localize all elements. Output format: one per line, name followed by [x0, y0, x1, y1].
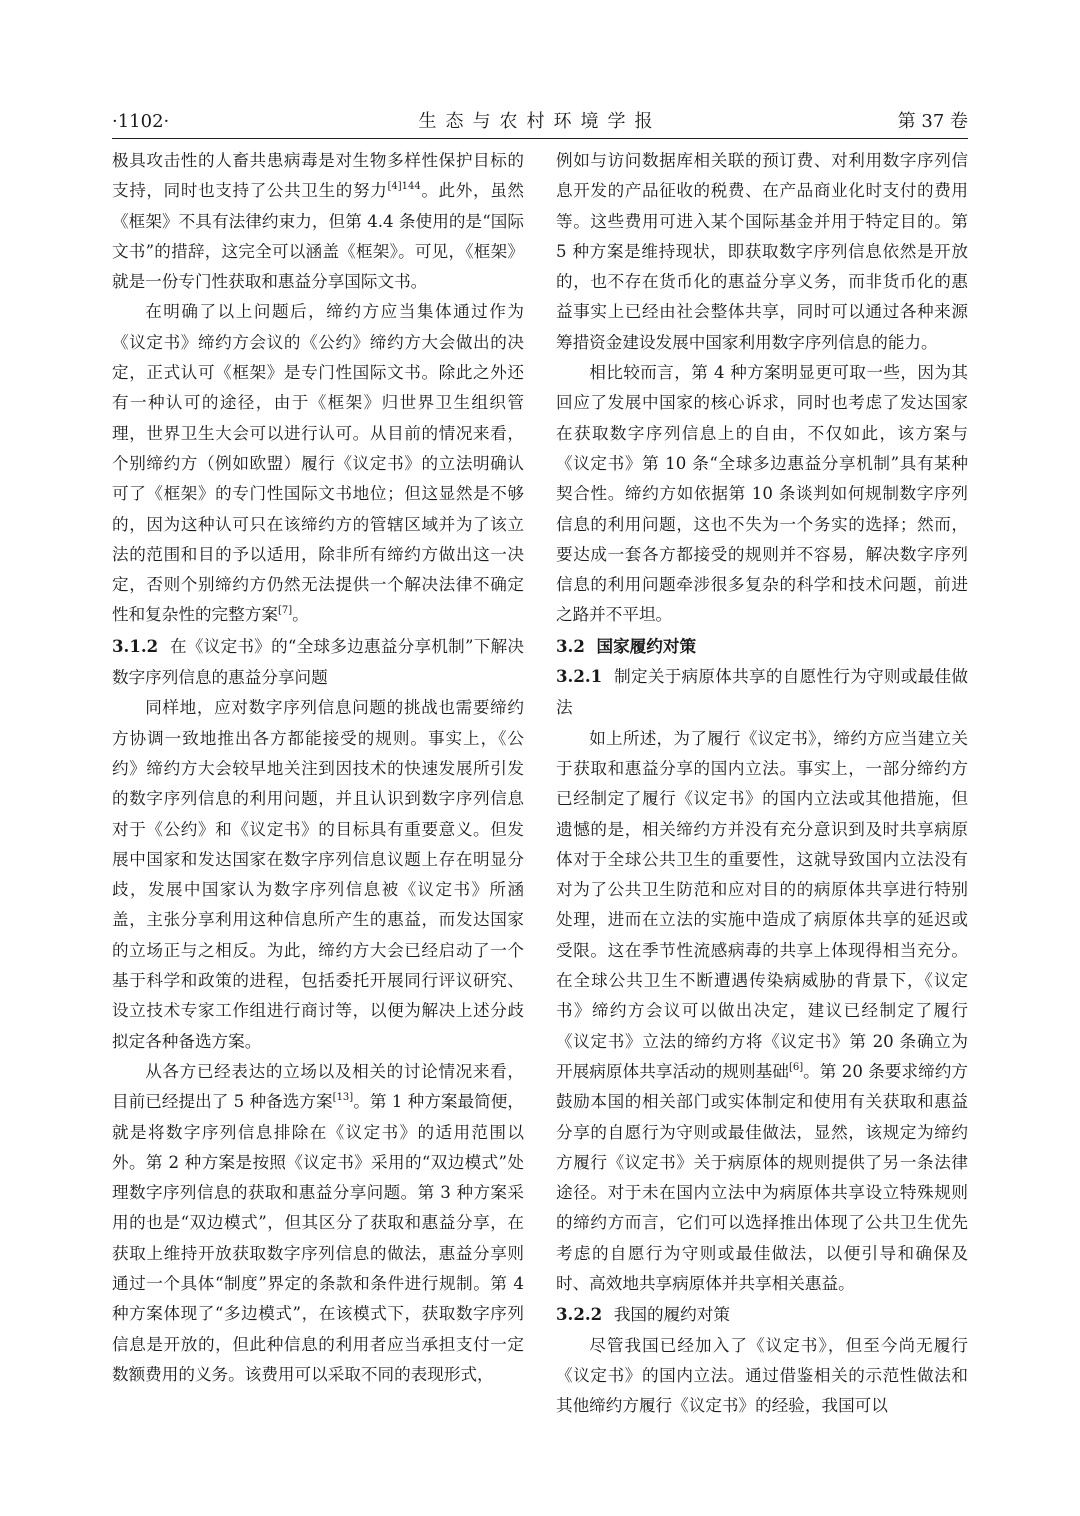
heading-title: 制定关于病原体共享的自愿性行为守则或最佳做法: [556, 667, 968, 718]
paragraph-text: 如上所述，为了履行《议定书》，缔约方应当建立关于获取和惠益分享的国内立法。事实上，一部分缔约方已经制定了履行《议定书》的国内立法或其他措施，但遗憾的是，相关缔约方并没有充分意识到及时共享病原体对于全球公共卫生的重要性，这就导致国内立法没有对为了公共卫生防范和应对目的的病原体共享进行特别处理，进而在立法的实施中造成了病原体共享的延迟或受限。这在季节性流感病毒的共享上体现得相当充分。在全球公共卫生不断遭遇传染病威胁的背景下，《议定书》缔约方会议可以做出决定，建议已经制定了履行《议定书》立法的缔约方将《议定书》第 20 条确立为开展病原体共享活动的规则基础: [556, 728, 968, 1081]
citation: [4]144: [387, 181, 421, 193]
paragraph: [112, 297, 524, 630]
paragraph: 相比较而言，第 4 种方案明显更可取一些，因为其回应了发展中国家的核心诉求，同时也考虑了发达国家在获取数字序列信息上的自由，不仅如此，该方案与《议定书》第 10 条“全球多边惠益分享机制”具有某种契合性。缔约方如依据第 10 条谈判如何规制数字序列信息的利用问题，这也不失为一个务实的选择；然而，要达成一套各方都接受的规则并不容易，解决数字序列信息的利用问题牵涉很多复杂的科学和技术问题，前进之路并不平坦。: [556, 363, 968, 625]
right-column: [556, 146, 968, 1416]
paragraph: 尽管我国已经加入了《议定书》，但至今尚无履行《议定书》的国内立法。通过借鉴相关的示范性做法和其他缔约方履行《议定书》的经验，我国可以: [556, 1335, 968, 1416]
heading-number: 3.2.2: [556, 1304, 603, 1325]
left-column: [112, 146, 524, 1416]
paragraph: [556, 724, 968, 1300]
section-heading: [556, 631, 968, 661]
paragraph: 同样地，应对数字序列信息问题的挑战也需要缔约方协调一致地推出各方都能接受的规则。事实上，《公约》缔约方大会较早地关注到因技术的快速发展所引发的数字序列信息的利用问题，并且认识到数字序列信息对于《公约》和《议定书》的目标具有重要意义。但发展中国家和发达国家在数字序列信息议题上存在明显分歧，发展中国家认为数字序列信息被《议定书》所涵盖，主张分享利用这种信息所产生的惠益，而发达国家的立场正与之相反。为此，缔约方大会已经启动了一个基于科学和政策的进程，包括委托开展同行评议研究、设立技术专家工作组进行商讨等，以便为解决上述分歧拟定各种备选方案。: [112, 698, 524, 1051]
citation: [6]: [788, 1061, 804, 1073]
running-header: [112, 108, 968, 136]
heading-number: 3.1.2: [112, 635, 159, 656]
subsection-heading: [112, 631, 524, 694]
volume-label: 第 37 卷: [897, 111, 968, 132]
subsection-heading: [556, 661, 968, 724]
paragraph-text: 在明确了以上问题后，缔约方应当集体通过作为《议定书》缔约方会议的《公约》缔约方大会做出的决定，正式认可《框架》是专门性国际文书。除此之外还有一种认可的途径，由于《框架》归世界卫生组织管理，世界卫生大会可以进行认可。从目前的情况来看，个别缔约方（例如欧盟）履行《议定书》的立法明确认可了《框架》的专门性国际文书地位；但这显然是不够的，因为这种认可只在该缔约方的管辖区域并为了该立法的范围和目的予以适用，除非所有缔约方做出这一决定，否则个别缔约方仍然无法提供一个解决法律不确定性和复杂性的完整方案: [112, 302, 524, 625]
paragraph-text: 。第 20 条要求缔约方鼓励本国的相关部门或实体制定和使用有关获取和惠益分享的自愿行为守则或最佳做法，显然，该规定为缔约方履行《议定书》关于病原体的规则提供了另一条法律途径。对于未在国内立法中为病原体共享设立特殊规则的缔约方而言，它们可以选择推出体现了公共卫生优先考虑的自愿行为守则或最佳做法，以便引导和确保及时、高效地共享病原体并共享相关惠益。: [556, 1061, 968, 1293]
subsection-heading: [556, 1299, 968, 1330]
paragraph-text: 极具攻击性的人畜共患病毒是对生物多样性保护目标的支持，同时也支持了公共卫生的努力: [112, 151, 524, 201]
heading-number: 3.2: [556, 635, 585, 656]
header-rule: [112, 138, 968, 139]
page-number: ·1102·: [112, 111, 170, 132]
paragraph-text: 。此外，虽然《框架》不具有法律约束力，但第 4.4 条使用的是“国际文书”的措辞，这完全可以涵盖《框架》。可见，《框架》就是一份专门性获取和惠益分享国际文书。: [112, 181, 524, 292]
paragraph-text: 从各方已经表达的立场以及相关的讨论情况来看，目前已经提出了 5 种备选方案: [112, 1061, 524, 1112]
journal-title: 生态与农村环境学报: [418, 111, 662, 132]
citation: [7]: [277, 605, 293, 617]
heading-title: 国家履约对策: [596, 635, 697, 656]
citation: [13]: [332, 1092, 354, 1104]
paragraph-text: 。: [292, 605, 309, 625]
heading-title: 我国的履约对策: [613, 1305, 730, 1325]
heading-number: 3.2.1: [556, 666, 603, 687]
paragraph: [112, 146, 524, 297]
paragraph-text: 。第 1 种方案最简便，就是将数字序列信息排除在《议定书》的适用范围以外。第 2 种方案是按照《议定书》采用的“双边模式”处理数字序列信息的获取和惠益分享问题。第 3 种方案采用的也是“双边模式”，但其区分了获取和惠益分享，在获取上维持开放获取数字序列信息的做法，惠益分享则通过一个具体“制度”界定的条款和条件进行规制。第 4 种方案体现了“多边模式”，在该模式下，获取数字序列信息是开放的，但此种信息的利用者应当承担支付一定数额费用的义务。该费用可以采取不同的表现形式，: [112, 1092, 524, 1384]
paragraph: [112, 1057, 524, 1390]
heading-title: 在《议定书》的“全球多边惠益分享机制”下解决数字序列信息的惠益分享问题: [112, 636, 524, 688]
paragraph: 例如与访问数据库相关联的预订费、对利用数字序列信息开发的产品征收的税费、在产品商业化时支付的费用等。这些费用可进入某个国际基金并用于特定目的。第 5 种方案是维持现状，即获取数字序列信息依然是开放的，也不存在货币化的惠益分享义务，而非货币化的惠益事实上已经由社会整体共享，同时可以通过各种来源筹措资金建设发展中国家利用数字序列信息的能力。: [556, 151, 968, 352]
